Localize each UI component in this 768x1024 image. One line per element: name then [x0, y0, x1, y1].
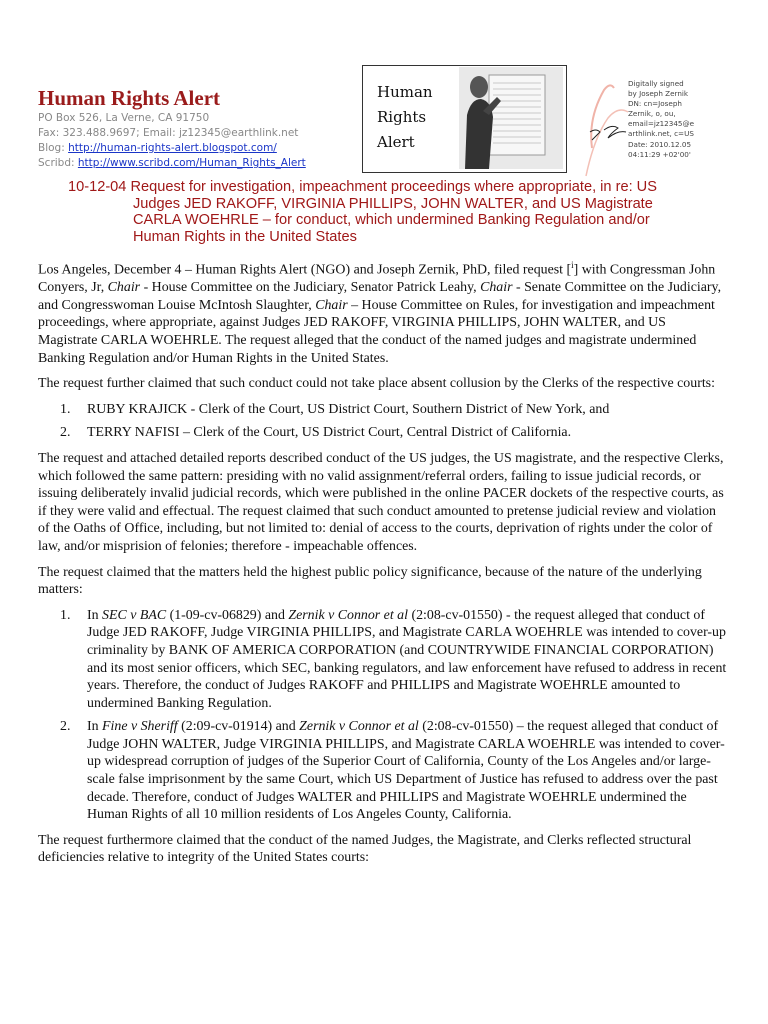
scribd-line — [38, 156, 306, 171]
blog-label: Blog: — [38, 142, 65, 154]
endnote-ref[interactable]: i — [571, 260, 574, 270]
logo-line1: Human — [377, 83, 433, 101]
logo-line3: Alert — [377, 133, 415, 151]
document-heading — [68, 179, 708, 246]
logo — [362, 65, 567, 173]
scribd-link[interactable]: http://www.scribd.com/Human_Rights_Alert — [77, 157, 306, 169]
list-item: 2. TERRY NAFISI – Clerk of the Court, US District Court, Central District of California. — [60, 425, 572, 441]
sig-line: Digitally signed — [628, 79, 684, 88]
paragraph-1: Los Angeles, December 4 – Human Rights Alert (NGO) and Joseph Zernik, PhD, filed request [$^i$] with Congressman John Conyers, Jr, Chair - House Committee on the Judiciary, Senator Patrick Leahy, Chair - Senate Committee on the Judiciary, and Congresswoman Louise McIntosh Slaughter, Chair – House Committee on Rules, for investigation and impeachment proceedings, where appropriate, against Judges JED RAKOFF, VIRGINIA PHILLIPS, JOHN WALTER, and US Magistrate CARLA WOEHRLE. The request alleged that the conduct of the named judges and magistrate undermined Banking Regulation and/or Human Rights in the United States. — [38, 260, 722, 366]
list-item: 2. In Fine v Sheriff (2:09-cv-01914) and Zernik v Connor et al (2:08-cv-01550) – the request alleged that conduct of Judge JOHN WALTER, Judge VIRGINIA PHILLIPS, and Magistrate CARLA WOEHRLE was intended to cover-up widespread corruption of judges of the Superior Court of California, County of the Los Angeles and/or large-scale false imprisonment by the same Court, which US Department of Justice has refused to address over the past decade. Therefore, conduct of Judges WALTER and PHILLIPS and Magistrate WOEHRLE undermined the Human Rights of all 10 million residents of Los Angeles County, California. — [60, 719, 725, 823]
paragraph-4: The request claimed that the matters held the highest public policy significance, because of the nature of the underlying matters: — [38, 564, 702, 598]
scribd-label: Scribd: — [38, 157, 75, 169]
paragraph-5: The request furthermore claimed that the conduct of the named Judges, the Magistrate, and Clerks reflected structural deficiencies relative to integrity of the United States courts: — [38, 832, 692, 866]
paragraph-2: The request further claimed that such conduct could not take place absent collusion by the Clerks of the respective courts: — [38, 376, 715, 392]
sig-line: 04:11:29 +02'00' — [628, 149, 691, 159]
heading-line: Human Rights in the United States — [133, 229, 357, 246]
document-body — [38, 257, 728, 875]
paragraph-3: The request and attached detailed reports described conduct of the US judges, the US magistrate, and the respective Clerks, which followed the same pattern: presiding with no valid assignment/referral orders, failing to issue judicial records, or issuing deliberately invalid judicial records, which were published in the online PACER dockets of the respective courts, as if they were valid and effectual. The request claimed that such conduct amounted to pretense judicial review and violation of the Oaths of Office, including, but not limited to: denial of access to the courts, deprivation of rights under the color of law, and/or misprision of felonies; therefore - impeachable offences. — [38, 450, 724, 554]
blog-line — [38, 141, 306, 156]
sig-line: DN: cn=Joseph — [628, 99, 682, 109]
matters-list — [38, 607, 728, 824]
sig-line: by Joseph Zernik — [628, 89, 689, 99]
sig-line: arthlink.net, c=US — [628, 129, 694, 139]
contact-block — [38, 111, 306, 171]
sig-line: Zernik, o, ou, — [628, 109, 676, 119]
address: PO Box 526, La Verne, CA 91750 — [38, 112, 210, 124]
clerks-list — [38, 401, 728, 442]
logo-text — [377, 80, 433, 155]
sig-line: email=jz12345@e — [628, 119, 695, 129]
sig-line: Date: 2010.12.05 — [628, 139, 692, 149]
digital-signature — [628, 79, 738, 160]
fax-email: Fax: 323.488.9697; Email: jz12345@earthlink.net — [38, 127, 299, 139]
heading-line: Judges JED RAKOFF, VIRGINIA PHILLIPS, JOHN WALTER, and US Magistrate — [133, 195, 653, 212]
heading-line: 10-12-04 Request for investigation, impeachment proceedings where appropriate, in re: US — [68, 179, 657, 195]
heading-line: CARLA WOEHRLE – for conduct, which undermined Banking Regulation and/or — [133, 212, 650, 229]
logo-photo-icon — [459, 67, 563, 169]
list-item: 1. In SEC v BAC (1-09-cv-06829) and Zernik v Connor et al (2:08-cv-01550) - the request alleged that conduct of Judge JED RAKOFF, Judge VIRGINIA PHILLIPS, and Magistrate CARLA WOEHRLE was intended to cover-up criminality by BANK OF AMERICA CORPORATION (and COUNTRYWIDE FINANCIAL CORPORATION) and its most senior officers, which SEC, banking regulators, and law enforcement have refused to address in recent years. Therefore, the conduct of Judges RAKOFF and PHILLIPS and Magistrate WOEHRLE amounted to undermined Banking Regulation. — [60, 607, 727, 711]
org-title: Human Rights Alert — [38, 86, 221, 110]
blog-link[interactable]: http://human-rights-alert.blogspot.com/ — [68, 142, 277, 154]
list-item: 1. RUBY KRAJICK - Clerk of the Court, US District Court, Southern District of New York, and — [60, 401, 610, 417]
logo-line2: Rights — [377, 108, 427, 126]
